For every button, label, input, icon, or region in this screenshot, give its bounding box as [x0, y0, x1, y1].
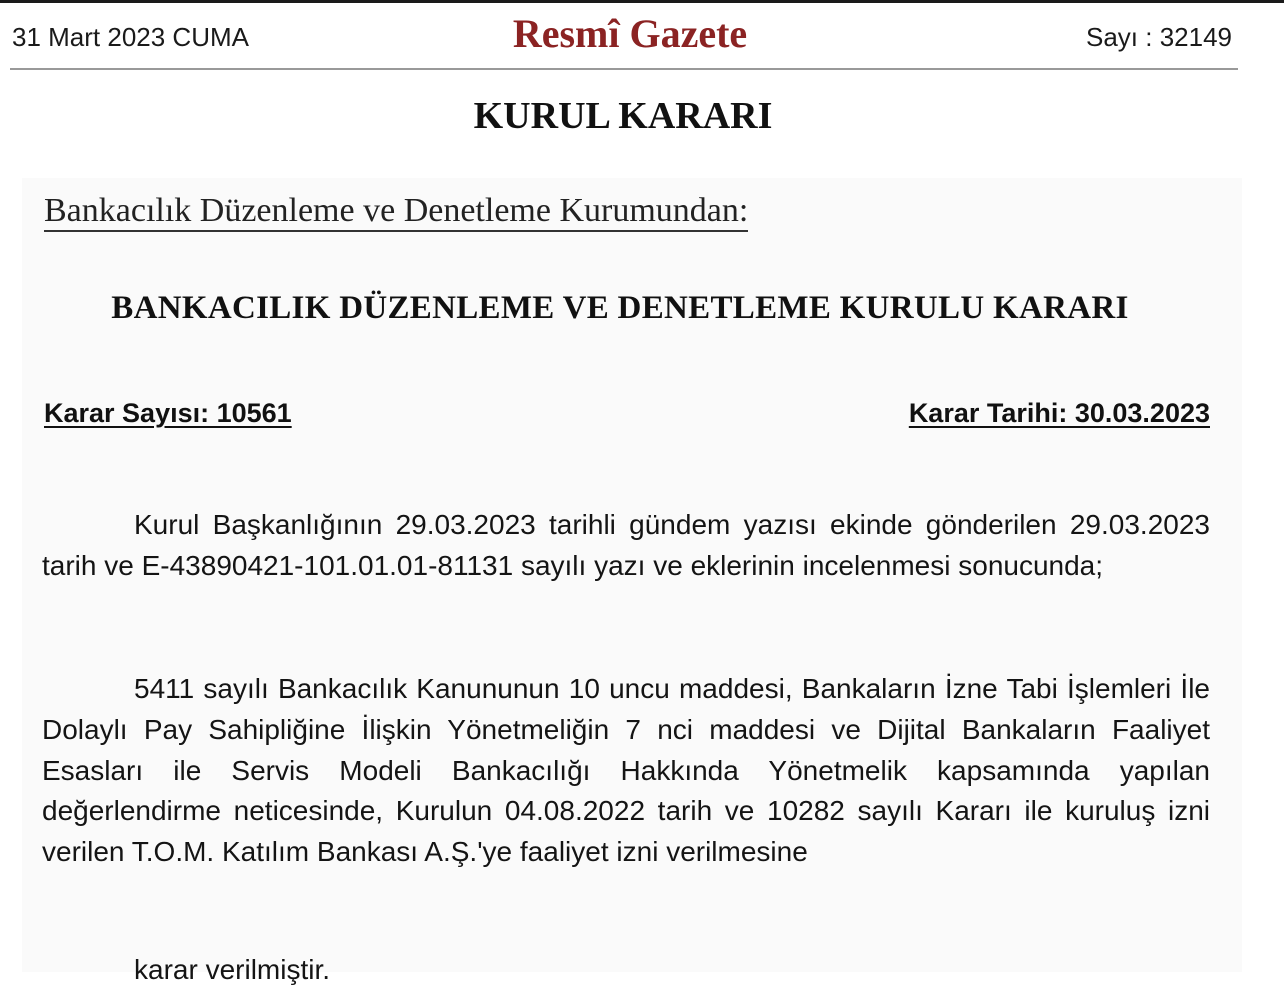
header-divider	[10, 68, 1238, 70]
section-title: KURUL KARARI	[473, 95, 773, 137]
gazette-issue-number: Sayı : 32149	[1086, 22, 1232, 52]
decision-date: Karar Tarihi: 30.03.2023	[908, 398, 1210, 428]
issuing-institution: Bankacılık Düzenleme ve Denetleme Kurumundan:	[44, 192, 748, 232]
gazette-title: Resmî Gazete	[512, 11, 748, 56]
body-paragraph: Kurul Başkanlığının 29.03.2023 tarihli gündem yazısı ekinde gönderilen 29.03.2023 tarih ve E-43890421-101.01.01-81131 sayılı yazı ve eklerinin incelenmesi sonucunda;	[42, 509, 1210, 581]
decision-title: BANKACILIK DÜZENLEME VE DENETLEME KURULU KARARI	[111, 290, 1129, 326]
closing-statement: karar verilmiştir.	[134, 954, 331, 985]
top-border	[0, 0, 1284, 3]
gazette-date: 31 Mart 2023 CUMA	[12, 22, 249, 52]
decision-number: Karar Sayısı: 10561	[44, 398, 292, 428]
body-paragraph: 5411 sayılı Bankacılık Kanununun 10 uncu maddesi, Bankaların İzne Tabi İşlemleri İle Dolaylı Pay Sahipliğine İlişkin Yönetmeliğin 7 nci maddesi ve Dijital Bankaların Faaliyet Esasları ile Servis Modeli Bankacılığı Hakkında Yönetmelik kapsamında yapılan değerlendirme neticesinde, Kurulun 04.08.2022 tarih ve 10282 sayılı Kararı ile kuruluş izni verilen T.O.M. Katılım Bankası A.Ş.'ye faaliyet izni verilmesine	[42, 673, 1210, 868]
